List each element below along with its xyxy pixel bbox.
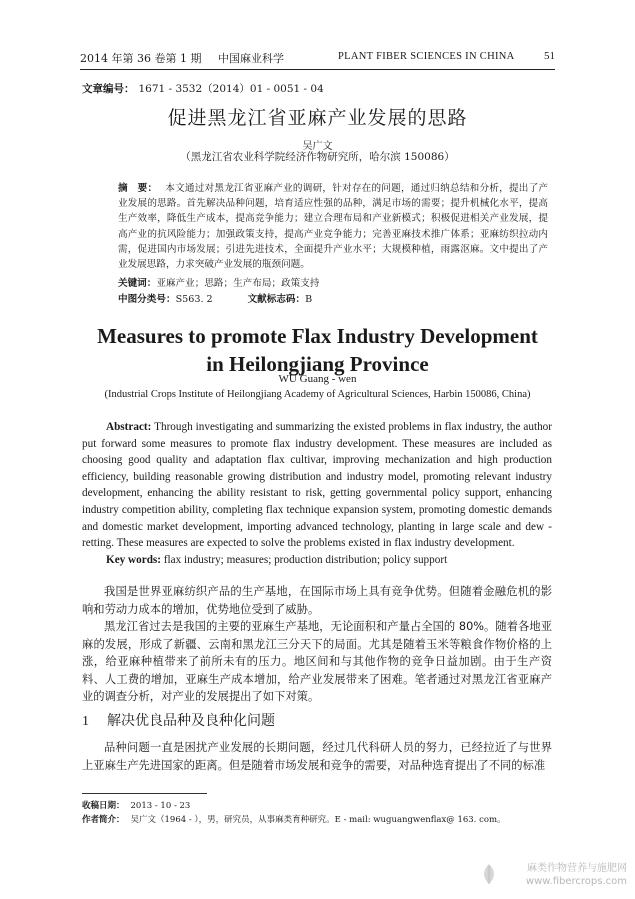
affiliation-en: (Industrial Crops Institute of Heilongjiang Academy of Agricultural Sciences, Harbin 150086, China): [104, 389, 531, 400]
keywords-cn: [118, 275, 548, 289]
received-date: [82, 799, 190, 811]
section-1-number: 1: [82, 714, 89, 729]
author-en: WU Guang - wen: [278, 373, 357, 385]
article-number-value: 1671 - 3532（2014）01 - 0051 - 04: [138, 83, 324, 95]
body-paragraph-1: 我国是世界亚麻纺织产品的生产基地，在国际市场上具有竞争优势。但随着金融危机的影响和劳动力成本的增加，优势地位受到了威胁。: [82, 585, 552, 616]
watermark: [526, 862, 627, 888]
abstract-cn-text: 本文通过对黑龙江省亚麻产业的调研，针对存在的问题，通过归纳总结和分析，提出了产业发展的思路。首先解决品种问题，培育适应性强的品种，满足市场的需要；提升机械化水平，提高生产效率，降低生产成本，提高竞争能力；建立合理布局和产业新模式；积极促进相关产业发展，提高产业的抗风险能力；加强政策支持，提高产业竞争能力；完善亚麻技术推广体系；亚麻纺织拉动内需，促进国内市场发展；引进先进技术，全面提升产业水平；大规模种植，雨露沤麻。文中提出了产业发展思路，力求突破产业发展的瓶颈问题。: [118, 183, 549, 271]
author-bio: [82, 813, 506, 825]
keywords-en: [106, 554, 546, 566]
journal-issue: 2014 年第 36 卷第 1 期: [80, 52, 202, 65]
abstract-en-label: Abstract:: [106, 421, 152, 433]
classification-line: [118, 291, 548, 305]
paper-title-cn: 促进黑龙江省亚麻产业发展的思路: [167, 107, 468, 129]
keywords-en-text: flax industry; measures; production distribution; policy support: [163, 554, 448, 566]
section-1-heading: [82, 710, 275, 730]
leaf-logo-icon: [479, 862, 499, 886]
body-paragraph-2: 黑龙江省过去是我国的主要的亚麻生产基地，无论面积和产量占全国的 80%。随着各地亚麻的发展，形成了新疆、云南和黑龙江三分天下的局面。尤其是随着玉米等粮食作物价格的上涨，给亚麻种植带来了前所未有的压力。地区间和与其他作物的竞争日益加剧。由于生产资料、人工费的增加，亚麻生产成本增加，给产业发展带来了困难。笔者通过对黑龙江省亚麻产业的调查分析，对产业的发展提出了如下对策。: [82, 620, 552, 704]
watermark-url: www.fibercrops.com: [525, 876, 627, 887]
keywords-cn-text: 亚麻产业；思路；生产布局；政策支持: [156, 278, 320, 289]
abstract-en-text: Through investigating and summarizing the existed problems in flax industry, the author put forward some measures to promote flax industry development. These measures are included as choosing good quality and adaptation flax cultivar, improving mechanization and high production efficiency, building reasonable growing distribution and industry model, promoting relevant industry development, enhancing the ability resistant to risk, getting governmental policy support, enhancing industry competition ability, completing flax technique expansion system, promoting domestic demands and domestic market development, importing advanced technology, planting in large scale and dew - retting. These measures are expected to solve the problems existed in flax industry development.: [82, 421, 552, 550]
page-number: 51: [544, 50, 555, 62]
clc-label: 中图分类号：: [118, 294, 176, 305]
header-rule: [80, 69, 555, 70]
watermark-cn: 麻类作物营养与施肥网: [527, 863, 627, 874]
keywords-en-label: Key words:: [106, 554, 161, 566]
body-paragraph-3: 品种问题一直是困扰产业发展的长期问题，经过几代科研人员的努力，已经拉近了与世界上亚麻生产先进国家的距离。但是随着市场发展和竞争的需要，对品种选育提出了不同的标准: [82, 741, 552, 772]
doc-code-label: 文献标志码：: [247, 294, 306, 305]
running-header: [80, 48, 555, 66]
journal-name-en: PLANT FIBER SCIENCES IN CHINA: [338, 51, 515, 62]
clc-value: S563. 2: [175, 294, 213, 305]
author-cn: 吴广文: [302, 141, 333, 152]
received-date-value: 2013 - 10 - 23: [130, 801, 191, 811]
received-date-label: 收稿日期：: [82, 801, 125, 811]
keywords-cn-label: 关键词：: [118, 278, 157, 289]
paper-title-en: [80, 322, 555, 378]
abstract-cn-label: 摘 要：: [118, 183, 158, 194]
article-number-label: 文章编号：: [82, 83, 135, 95]
footnote-rule: [82, 793, 207, 794]
author-bio-label: 作者简介：: [82, 815, 125, 825]
doc-code-value: B: [305, 294, 313, 305]
abstract-cn: [118, 181, 548, 272]
affiliation-cn: （黑龙江省农业科学院经济作物研究所，哈尔滨 150086）: [180, 151, 455, 163]
abstract-en: [82, 419, 552, 552]
journal-name-cn: 中国麻业科学: [218, 52, 284, 65]
section-1-title: 解决优良品种及良种化问题: [107, 713, 275, 729]
author-bio-text: 吴广文（1964 - ），男，研究员，从事麻类育种研究。E - mail: wuguangwenflax@ 163. com。: [130, 815, 506, 825]
article-number: [82, 81, 324, 96]
paper-title-en-line1: Measures to promote Flax Industry Development: [97, 324, 538, 348]
paper-title-en-line2: in Heilongjiang Province: [206, 352, 429, 376]
